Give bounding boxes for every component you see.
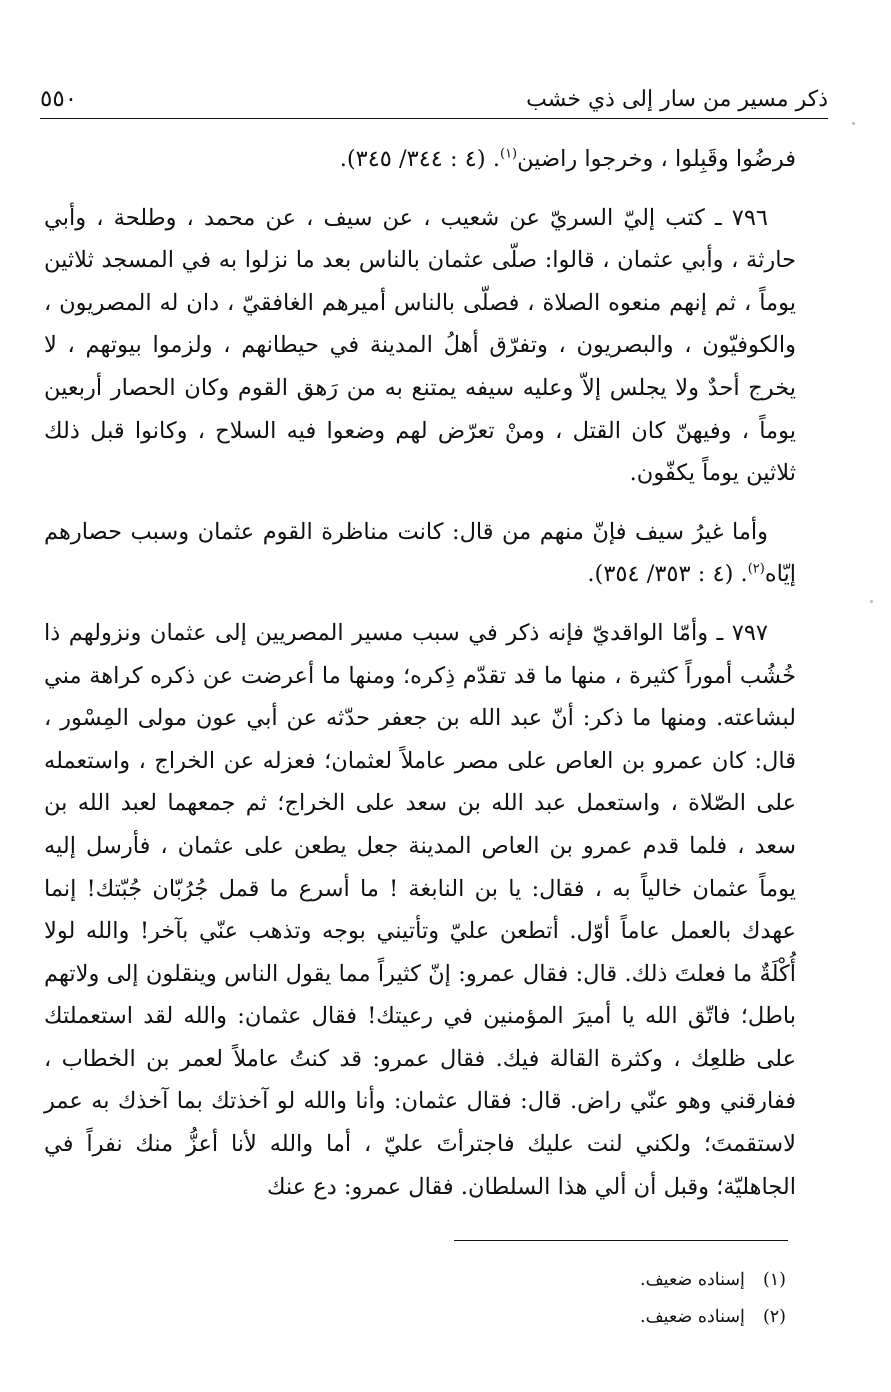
scan-speck bbox=[870, 600, 873, 603]
footnote-divider bbox=[454, 1240, 788, 1241]
footnote-text: إسناده ضعيف. bbox=[640, 1307, 745, 1327]
paragraph-text: وأما غيرُ سيف فإنّ منهم من قال: كانت مناظرة القوم عثمان وسبب حصارهم إيّاه bbox=[44, 518, 796, 588]
footnote bbox=[44, 1299, 786, 1336]
page-header bbox=[40, 78, 828, 119]
footnote-ref[interactable]: (١) bbox=[499, 146, 518, 162]
paragraph bbox=[44, 511, 796, 596]
running-title: ذكر مسير من سار إلى ذي خشب bbox=[526, 87, 828, 112]
paragraph bbox=[44, 612, 796, 1208]
footnote-ref[interactable]: (٢) bbox=[747, 561, 765, 577]
citation: . (٤ : ٣٥٣/ ٣٥٤). bbox=[587, 561, 748, 588]
paragraph-text: فرضُوا وقَبِلوا ، وخرجوا راضين bbox=[517, 146, 796, 172]
footnote-number: (٢) bbox=[762, 1307, 786, 1327]
paragraph-text: ٧٩٦ ـ كتب إليّ السريّ عن شعيب ، عن سيف ، عن محمد ، وطلحة ، وأبي حارثة ، وأبي عثمان ، قالوا: صلّى عثمان بالناس بعد ما نزلوا به في المسجد ثلاثين يوماً ، ثم إنهم منعوه الصلاة ، فصلّى بالناس أميرهم الغافقيّ ، دان له المصريون ، والكوفيّون ، والبصريون ، وتفرّق أهلُ المدينة في حيطانهم ، ولزموا بيوتهم ، لا يخرج أحدٌ ولا يجلس إلاّ وعليه سيفه يمتنع به من رَهق القوم وكان الحصار أربعين يوماً ، وفيهنّ كان القتل ، ومنْ تعرّض لهم وضعوا فيه السلاح ، وكانوا قبل ذلك ثلاثين يوماً يكفّون. bbox=[44, 204, 796, 487]
scan-speck bbox=[852, 122, 855, 125]
citation: . (٤ : ٣٤٤/ ٣٤٥). bbox=[339, 146, 500, 172]
page-number: ٥٥٠ bbox=[40, 86, 78, 112]
paragraph bbox=[44, 138, 796, 181]
paragraph-text: ٧٩٧ ـ وأمّا الواقديّ فإنه ذكر في سبب مسير المصريين إلى عثمان ونزولهم ذا خُشُب أموراً كثيرة ، منها ما قد تقدّم ذِكره؛ ومنها ما أعرضت عن ذكره كراهة مني لبشاعته. ومنها ما ذكر: أنّ عبد الله بن جعفر حدّثه عن أبي عون مولى المِسْور ، قال: كان عمرو بن العاص على مصر عاملاً لعثمان؛ فعزله عن الخراج ، واستعمله على الصّلاة ، واستعمل عبد الله بن سعد على الخراج؛ ثم جمعهما لعبد الله بن سعد ، فلما قدم عمرو بن العاص المدينة جعل يطعن على عثمان ، فأرسل إليه يوماً عثمان خالياً به ، فقال: يا بن النابغة ! ما أسرع ما قمل جُرُبّان جُبّتك! إنما عهدك بالعمل عاماً أوّل. أتطعن عليّ وتأتيني بوجه وتذهب عنّي بآخر! والله لولا أُكْلَةٌ ما فعلتَ ذلك. قال: فقال عمرو: إنّ كثيراً مما يقول الناس وينقلون إلى ولاتهم باطل؛ فاتّق الله يا أميرَ المؤمنين في رعيتك! فقال عثمان: والله لقد استعملتك على ظلعِك ، وكثرة القالة فيك. فقال عمرو: قد كنتُ عاملاً لعمر بن الخطاب ، ففارقني وهو عنّي راض. قال: فقال عثمان: وأنا والله لو آخذتك بما آخذك به عمر لاستقمتَ؛ ولكني لنت عليك فاجترأتَ عليّ ، أما والله لأنا أعزُّ منك نفراً في الجاهليّة؛ وقبل أن ألي هذا السلطان. فقال عمرو: دع عنك bbox=[44, 619, 796, 1200]
footnote bbox=[44, 1262, 786, 1299]
footnote-number: (١) bbox=[762, 1270, 786, 1290]
footnote-text: إسناده ضعيف. bbox=[640, 1270, 745, 1290]
footnotes bbox=[44, 1262, 786, 1336]
main-text bbox=[44, 138, 796, 1208]
paragraph bbox=[44, 197, 796, 495]
